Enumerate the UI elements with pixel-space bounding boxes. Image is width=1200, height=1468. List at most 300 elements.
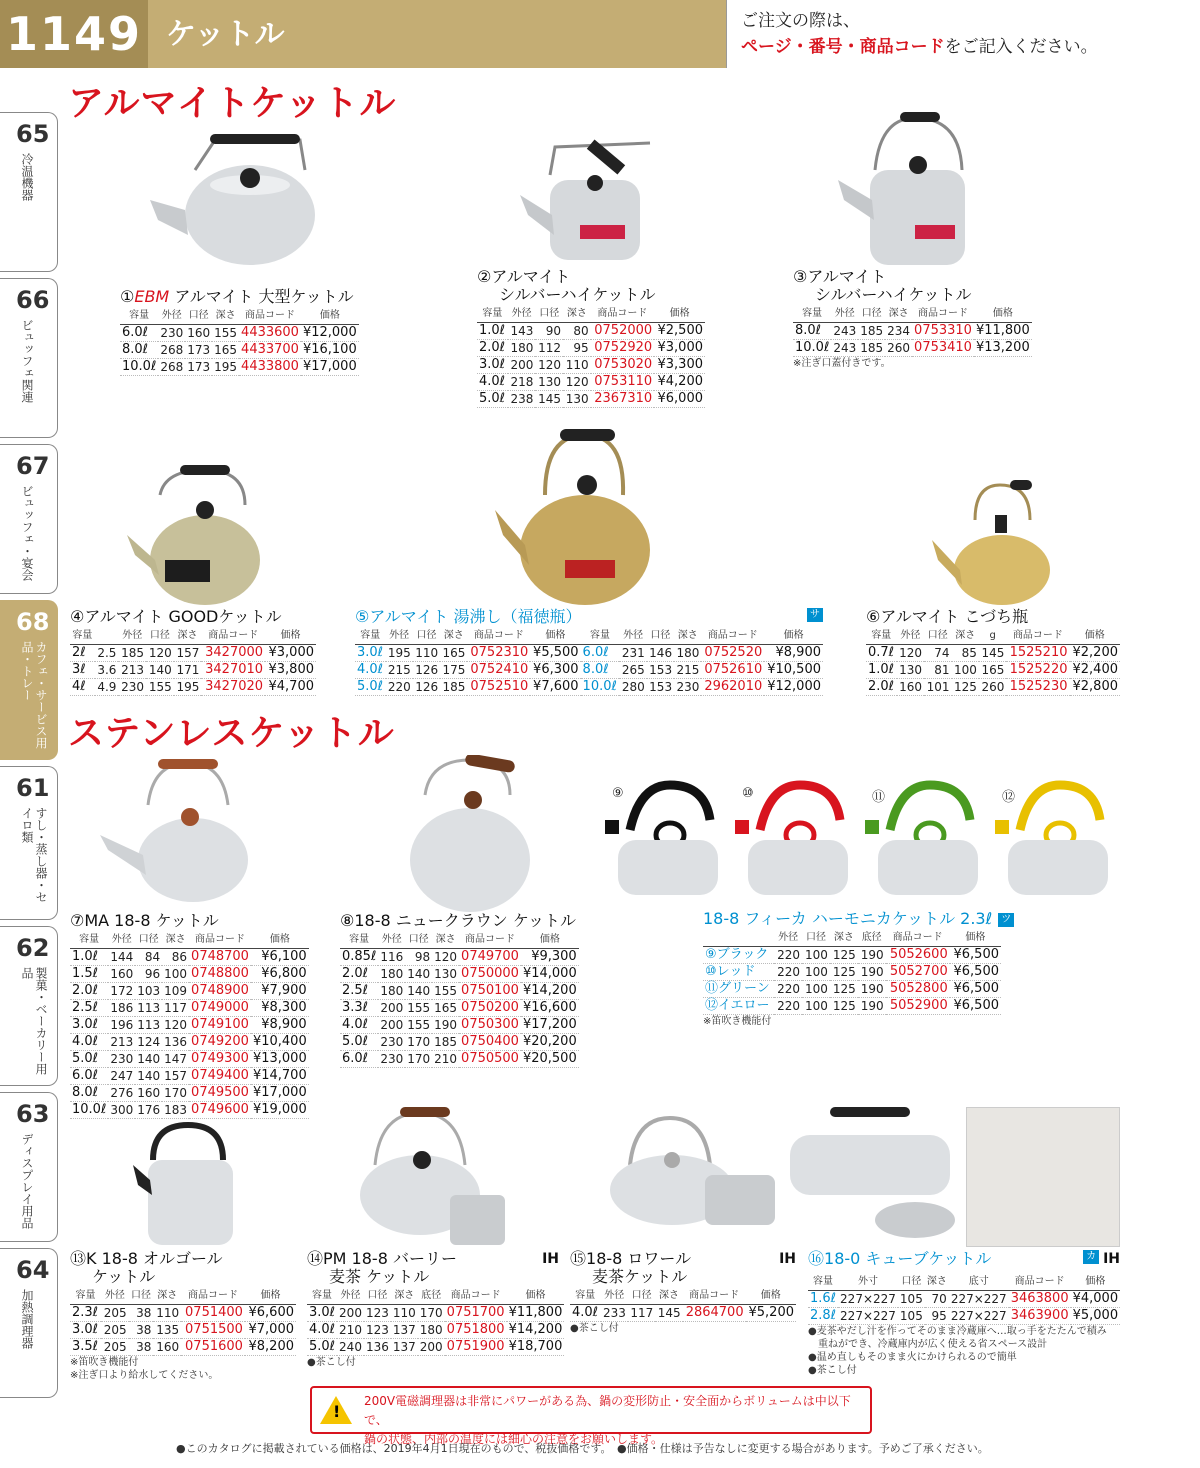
table-cell: 145	[979, 645, 1006, 662]
table-row	[355, 645, 823, 662]
column-header: 外径	[337, 1288, 364, 1305]
product-8	[340, 912, 579, 1068]
column-header: 容量	[581, 628, 620, 645]
spec-table	[70, 628, 316, 696]
table-row	[866, 645, 1120, 662]
table-cell: 3.0ℓ	[477, 357, 508, 374]
table-cell: 130	[535, 374, 563, 391]
table-cell: 172	[110, 984, 134, 998]
harmonica-kettle-image	[990, 780, 1115, 904]
harmonica-kettle-image	[730, 780, 855, 904]
table-cell: ⑨ブラック	[703, 947, 774, 964]
table-cell: 230	[380, 1052, 404, 1066]
table-cell: ⑪グリーン	[703, 981, 774, 998]
kettle-marker: ⑪	[872, 790, 886, 805]
column-header: 深さ	[830, 930, 858, 947]
product-note-4: ●茶こし付	[808, 1365, 857, 1376]
table-cell: 6.0ℓ	[340, 1051, 378, 1068]
table-row	[120, 342, 359, 359]
table-cell: 243	[833, 324, 857, 338]
table-cell: 1525230	[1006, 679, 1069, 696]
table-cell: 0748700	[191, 949, 249, 964]
table-cell: 1.0ℓ	[70, 949, 108, 966]
table-cell: 8.0ℓ	[793, 323, 831, 340]
table-row	[703, 998, 1001, 1015]
table-cell: 146	[647, 645, 674, 662]
table-cell: 1.0ℓ	[477, 323, 508, 340]
table-cell: ¥18,700	[508, 1339, 563, 1354]
table-row	[340, 1017, 579, 1034]
table-row	[307, 1305, 564, 1322]
table-row	[340, 983, 579, 1000]
table-cell: 165	[434, 1001, 458, 1015]
table-cell: 5052600	[886, 947, 950, 964]
footer	[176, 1442, 989, 1456]
column-header: 外径	[386, 628, 413, 645]
side-tab-62[interactable]	[0, 926, 58, 1086]
table-cell: 231	[619, 645, 646, 662]
table-cell: ¥10,500	[764, 662, 823, 679]
table-cell: 190	[434, 1018, 458, 1032]
product-title: ⑤アルマイト 湯沸し（福徳瓶） サ	[355, 608, 823, 626]
table-cell: 173	[187, 360, 211, 374]
table-cell: 95	[925, 1308, 949, 1325]
product-title: ①EBM アルマイト 大型ケットル	[120, 287, 354, 306]
tab-label: ビュッフェ関連	[20, 319, 34, 403]
table-row	[70, 1305, 296, 1322]
column-header: 容量	[793, 306, 831, 323]
table-row	[866, 679, 1120, 696]
table-row	[340, 1051, 579, 1068]
column-header: 容量	[866, 628, 897, 645]
table-cell: 160	[187, 326, 211, 340]
table-cell: 0749000	[191, 1000, 249, 1015]
column-header: 商品コード	[701, 628, 764, 645]
table-row	[477, 357, 705, 374]
column-header: 価格	[265, 628, 316, 645]
table-cell: ¥6,500	[950, 947, 1001, 964]
table-cell: 116	[380, 950, 404, 964]
product-2	[477, 268, 705, 408]
table-cell: 2.3ℓ	[70, 1305, 101, 1322]
column-header: 価格	[301, 308, 359, 325]
column-header: 深さ	[440, 628, 467, 645]
kettle-image-6	[930, 480, 1050, 605]
order-note-line2	[741, 34, 1121, 60]
table-cell: 74	[924, 645, 951, 662]
table-row	[477, 391, 705, 408]
table-cell: 260	[887, 341, 911, 355]
table-cell: 3427010	[201, 662, 265, 679]
table-cell: ¥3,300	[654, 357, 705, 374]
table-row	[808, 1291, 1120, 1308]
table-cell: 200	[339, 1306, 362, 1320]
table-cell: 210	[339, 1323, 362, 1337]
table-row	[70, 679, 316, 696]
column-header: 外径	[378, 932, 405, 949]
table-cell: 8.0ℓ	[120, 342, 158, 359]
tab-label: 加熱調理器	[20, 1289, 34, 1349]
table-cell: ¥2,500	[654, 323, 705, 340]
table-cell: 180	[380, 967, 404, 981]
product-harmonica	[703, 910, 1014, 1028]
table-cell: ¥16,600	[522, 1000, 577, 1015]
table-cell: 2864700	[683, 1305, 746, 1322]
table-cell: 3.0ℓ	[70, 1017, 108, 1034]
table-cell: 10.0ℓ	[581, 679, 620, 696]
product-note: ※笛吹き機能付	[703, 1016, 772, 1027]
product-4	[70, 608, 316, 696]
table-cell: ¥7,900	[251, 983, 309, 1000]
table-cell: 130	[897, 662, 924, 679]
tab-label: ディスプレイ用品	[20, 1133, 34, 1229]
table-cell: 0752000	[591, 323, 655, 340]
column-header	[95, 628, 119, 645]
table-cell: 120	[164, 1018, 188, 1032]
table-cell: 190	[858, 998, 886, 1015]
table-row	[70, 1000, 309, 1017]
spec-table	[70, 1288, 296, 1356]
column-header: 外径	[601, 1288, 628, 1305]
table-cell: 1525210	[1006, 645, 1069, 662]
table-cell: 210	[434, 1052, 458, 1066]
product-5	[355, 608, 823, 696]
side-tab-67[interactable]	[0, 444, 58, 594]
table-cell: 157	[174, 645, 202, 662]
tab-number: 65	[16, 120, 50, 148]
table-cell: ¥11,800	[975, 323, 1030, 338]
side-tab-68[interactable]	[0, 600, 58, 760]
table-cell: 8.0ℓ	[581, 662, 620, 679]
product-note-1: ※笛吹き機能付	[70, 1357, 139, 1368]
table-cell: 155	[407, 1018, 431, 1032]
table-cell: 126	[413, 679, 440, 696]
table-cell: 195	[214, 360, 238, 374]
table-cell: 125	[830, 998, 858, 1015]
fridge-photo	[966, 1107, 1120, 1247]
table-cell: 247	[110, 1069, 134, 1083]
side-tab-64[interactable]	[0, 1248, 58, 1398]
side-tab-65[interactable]	[0, 112, 58, 272]
product-title: 18-8 フィーカ ハーモニカケットル 2.3ℓ ツ	[703, 910, 1014, 928]
table-cell: ¥5,500	[530, 645, 580, 662]
table-cell: ¥16,100	[302, 342, 357, 357]
table-cell: 170	[419, 1306, 443, 1320]
table-cell: 4.9	[95, 679, 119, 696]
table-cell: 160	[110, 967, 134, 981]
product-title: ⑮18-8 ロワール IH	[570, 1249, 796, 1268]
table-cell: ¥8,900	[764, 645, 823, 662]
column-header: 商品コード	[181, 1288, 245, 1305]
table-cell: 205	[101, 1305, 129, 1322]
table-cell: 2.0ℓ	[866, 679, 897, 696]
table-cell: 0751700	[446, 1305, 505, 1320]
column-header: 深さ	[153, 1288, 181, 1305]
table-cell: 38	[129, 1322, 154, 1339]
table-cell: 3463900	[1010, 1308, 1069, 1323]
table-cell: ¥12,000	[302, 325, 357, 340]
table-cell: 215	[386, 662, 413, 679]
table-cell: 0.7ℓ	[866, 645, 897, 662]
table-cell: 175	[440, 662, 467, 679]
table-cell: 183	[164, 1103, 188, 1117]
table-cell: 136	[365, 1340, 389, 1354]
table-cell: ¥8,300	[251, 1000, 309, 1017]
table-cell: 5052800	[886, 981, 950, 998]
column-header: 価格	[974, 306, 1032, 323]
product-note: ※注ぎ口蓋付きです。	[793, 358, 891, 369]
tab-number: 63	[16, 1100, 50, 1128]
table-cell: 160	[897, 679, 924, 696]
column-header: 口径	[535, 306, 563, 323]
column-header: 深さ	[162, 932, 189, 949]
kettle-marker: ⑩	[742, 786, 754, 801]
table-cell: 4.0ℓ	[477, 374, 508, 391]
table-cell: 205	[101, 1339, 129, 1356]
table-cell: ¥4,200	[654, 374, 705, 391]
column-header: 価格	[1071, 1274, 1121, 1291]
column-header: 口径	[924, 628, 951, 645]
table-cell: 95	[563, 340, 591, 357]
table-cell: 190	[858, 981, 886, 998]
harmonica-kettle-image	[600, 780, 725, 904]
order-note-tail: をご記入ください。	[944, 37, 1098, 57]
table-cell: 0749600	[191, 1102, 249, 1117]
table-cell: 125	[952, 679, 979, 696]
table-cell: 240	[339, 1340, 362, 1354]
table-cell: ¥6,800	[251, 966, 309, 983]
kettle-image-3	[830, 110, 980, 270]
product-title: ⑯18-0 キューブケットル IH カ	[808, 1249, 1120, 1268]
product-note-1: ●麦茶やだし汁を作ってそのまま冷蔵庫へ…取っ手をたたんで積み	[808, 1326, 1107, 1337]
table-cell: ¥19,000	[252, 1102, 307, 1117]
category-title: ケットル	[148, 0, 726, 68]
table-cell: 137	[392, 1323, 416, 1337]
column-header: 外径	[774, 930, 802, 947]
table-row	[70, 1051, 309, 1068]
table-cell: 2ℓ	[70, 645, 95, 662]
table-cell: 4.0ℓ	[355, 662, 386, 679]
product-title-line2: シルバーハイケットル	[499, 285, 656, 304]
product-title-line2: シルバーハイケットル	[815, 285, 972, 304]
table-cell: 100	[802, 964, 830, 981]
table-cell: 2962010	[701, 679, 764, 696]
footer-left: ●このカタログに掲載されている価格は、2019年4月1日現在のもので、税抜価格です。	[176, 1442, 606, 1455]
table-cell: 165	[440, 645, 467, 662]
table-cell: 0751400	[181, 1305, 245, 1322]
table-cell: 0749200	[191, 1034, 249, 1049]
product-title: ③アルマイト	[793, 267, 887, 286]
column-header: 外径	[897, 628, 924, 645]
table-cell: 0751900	[446, 1339, 505, 1354]
side-tab-61[interactable]	[0, 766, 58, 920]
column-header: 商品コード	[189, 932, 251, 949]
table-cell: 140	[137, 1069, 161, 1083]
table-cell: 185	[860, 341, 884, 355]
tab-number: 64	[16, 1256, 50, 1284]
table-cell: 153	[647, 679, 674, 696]
table-cell: 200	[380, 1001, 404, 1015]
column-header: 深さ	[174, 628, 202, 645]
column-header: 深さ	[391, 1288, 418, 1305]
ih-icon: IH	[779, 1251, 796, 1267]
table-cell: 160	[153, 1339, 181, 1356]
table-cell: 123	[365, 1306, 389, 1320]
table-cell: ¥5,000	[1072, 1308, 1119, 1323]
column-header: 深さ	[885, 306, 912, 323]
column-header: 価格	[507, 1288, 565, 1305]
column-header: 価格	[746, 1288, 796, 1305]
table-cell: 123	[365, 1323, 389, 1337]
table-cell: 190	[858, 947, 886, 964]
table-cell: ¥7,600	[530, 679, 580, 696]
table-cell: 213	[110, 1035, 134, 1049]
table-cell: 0753310	[914, 323, 972, 338]
table-cell: 3427000	[201, 645, 265, 662]
table-row	[866, 662, 1120, 679]
table-cell: ¥13,000	[252, 1051, 307, 1066]
column-header: 底径	[418, 1288, 445, 1305]
spec-table	[70, 932, 309, 1119]
product-title: ⑧18-8 ニュークラウン ケットル	[340, 911, 577, 930]
section-title-alumite: アルマイトケットル	[68, 83, 397, 124]
table-cell: 170	[407, 1052, 431, 1066]
table-cell: 185	[440, 679, 467, 696]
table-cell: 143	[508, 323, 536, 340]
table-cell: 10.0ℓ	[795, 340, 830, 355]
side-tab-63[interactable]	[0, 1092, 58, 1242]
column-header: 容量	[70, 1288, 101, 1305]
column-header: 商品コード	[1009, 1274, 1071, 1291]
table-cell: 3.5ℓ	[70, 1339, 101, 1356]
table-cell: 5052700	[886, 964, 950, 981]
table-row	[477, 340, 705, 357]
tab-label: 冷温機器	[20, 153, 34, 201]
table-cell: 109	[164, 984, 188, 998]
table-cell: 220	[774, 964, 802, 981]
table-cell: 4ℓ	[70, 679, 95, 696]
column-header: 価格	[521, 932, 579, 949]
column-header: 商品コード	[683, 1288, 746, 1305]
column-header: 外径	[118, 628, 146, 645]
table-row	[793, 323, 1032, 340]
table-cell: 185	[860, 324, 884, 338]
table-row	[70, 1339, 296, 1356]
harmonica-kettle-image	[860, 780, 985, 904]
table-cell: 0753410	[914, 340, 972, 355]
table-cell: ¥17,000	[302, 359, 357, 374]
table-cell: 136	[164, 1035, 188, 1049]
column-header: 容量	[70, 932, 108, 949]
table-cell: 100	[802, 947, 830, 964]
table-cell: 155	[146, 679, 174, 696]
table-cell: ⑫イエロー	[703, 998, 774, 1015]
table-cell: ¥3,000	[654, 340, 705, 357]
table-row	[307, 1322, 564, 1339]
table-cell: 233	[601, 1305, 628, 1322]
table-cell: 200	[419, 1340, 443, 1354]
table-cell: 0748900	[191, 983, 249, 998]
table-cell: 5.0ℓ	[309, 1339, 336, 1354]
column-header: 容量	[477, 306, 508, 323]
table-cell: 0750500	[461, 1051, 519, 1066]
table-row	[70, 1102, 309, 1119]
table-cell: 3427020	[201, 679, 265, 696]
table-cell: 145	[655, 1305, 682, 1322]
warning-box: ! 200V電磁調理器は非常にパワーがある為、鍋の変形防止・安全面からボリュームは中以下で、 鍋の状態、内部の温度には細心の注意をお願いします。	[310, 1386, 872, 1434]
table-cell: 147	[164, 1052, 188, 1066]
table-cell: 185	[118, 645, 146, 662]
column-header: 深さ	[432, 932, 459, 949]
tab-number: 67	[16, 452, 50, 480]
table-cell: 234	[887, 324, 911, 338]
table-cell: 105	[899, 1292, 923, 1306]
table-cell: 180	[674, 645, 701, 662]
product-note-2: ※注ぎ口より給水してください。	[70, 1370, 219, 1381]
table-cell: 81	[924, 662, 951, 679]
table-cell: 135	[153, 1322, 181, 1339]
table-cell: 0750300	[461, 1017, 519, 1032]
table-row	[70, 983, 309, 1000]
column-header: 外径	[101, 1288, 129, 1305]
table-cell: 38	[129, 1339, 154, 1356]
table-cell: 105	[899, 1309, 923, 1323]
kettle-marker: ⑨	[612, 786, 624, 801]
table-cell: ¥14,700	[252, 1068, 307, 1083]
table-cell: 2.8ℓ	[810, 1308, 837, 1323]
column-header: 外寸	[838, 1274, 898, 1291]
side-tab-66[interactable]	[0, 278, 58, 438]
table-cell: 300	[110, 1103, 134, 1117]
table-cell: 176	[137, 1103, 161, 1117]
column-header: 価格	[251, 932, 309, 949]
table-cell: 5.0ℓ	[340, 1034, 378, 1051]
table-cell: 3.0ℓ	[309, 1305, 336, 1320]
table-cell: 180	[380, 984, 404, 998]
badge-icon: ツ	[998, 913, 1014, 927]
table-cell: ¥3,800	[265, 662, 316, 679]
table-cell: ¥5,200	[746, 1305, 796, 1322]
table-cell: 110	[153, 1305, 181, 1322]
table-cell: 113	[137, 1001, 161, 1015]
table-cell: 5.0ℓ	[355, 679, 386, 696]
table-cell: ¥10,400	[252, 1034, 307, 1049]
table-cell: 10.0ℓ	[72, 1102, 107, 1117]
tab-label: 製菓・ベーカリー用品	[20, 967, 48, 1075]
table-row	[70, 1017, 309, 1034]
table-cell: 5.0ℓ	[70, 1051, 108, 1068]
spec-table	[866, 628, 1120, 696]
table-cell: ¥6,100	[251, 949, 309, 966]
order-note-line1: ご注文の際は、	[741, 11, 860, 31]
footer-right: ●価格・仕様は予告なしに変更する場合があります。予めご了承ください。	[617, 1442, 989, 1455]
product-title-line2: 麦茶 ケットル	[329, 1267, 430, 1286]
table-row	[70, 1085, 309, 1102]
table-cell: 0750100	[461, 983, 519, 998]
table-cell: 3.6	[95, 662, 119, 679]
kettle-image-1	[140, 130, 330, 280]
table-cell: 101	[924, 679, 951, 696]
tab-label: ビュッフェ・宴会	[20, 485, 34, 581]
table-cell: 185	[434, 1035, 458, 1049]
kettle-image-5	[495, 425, 655, 605]
table-cell: 144	[110, 950, 134, 964]
table-cell: ¥14,000	[522, 966, 577, 981]
spec-table	[307, 1288, 564, 1356]
table-cell: ¥8,200	[245, 1339, 296, 1356]
table-cell: 227×227	[840, 1309, 896, 1323]
table-cell: 0.85ℓ	[342, 949, 377, 964]
